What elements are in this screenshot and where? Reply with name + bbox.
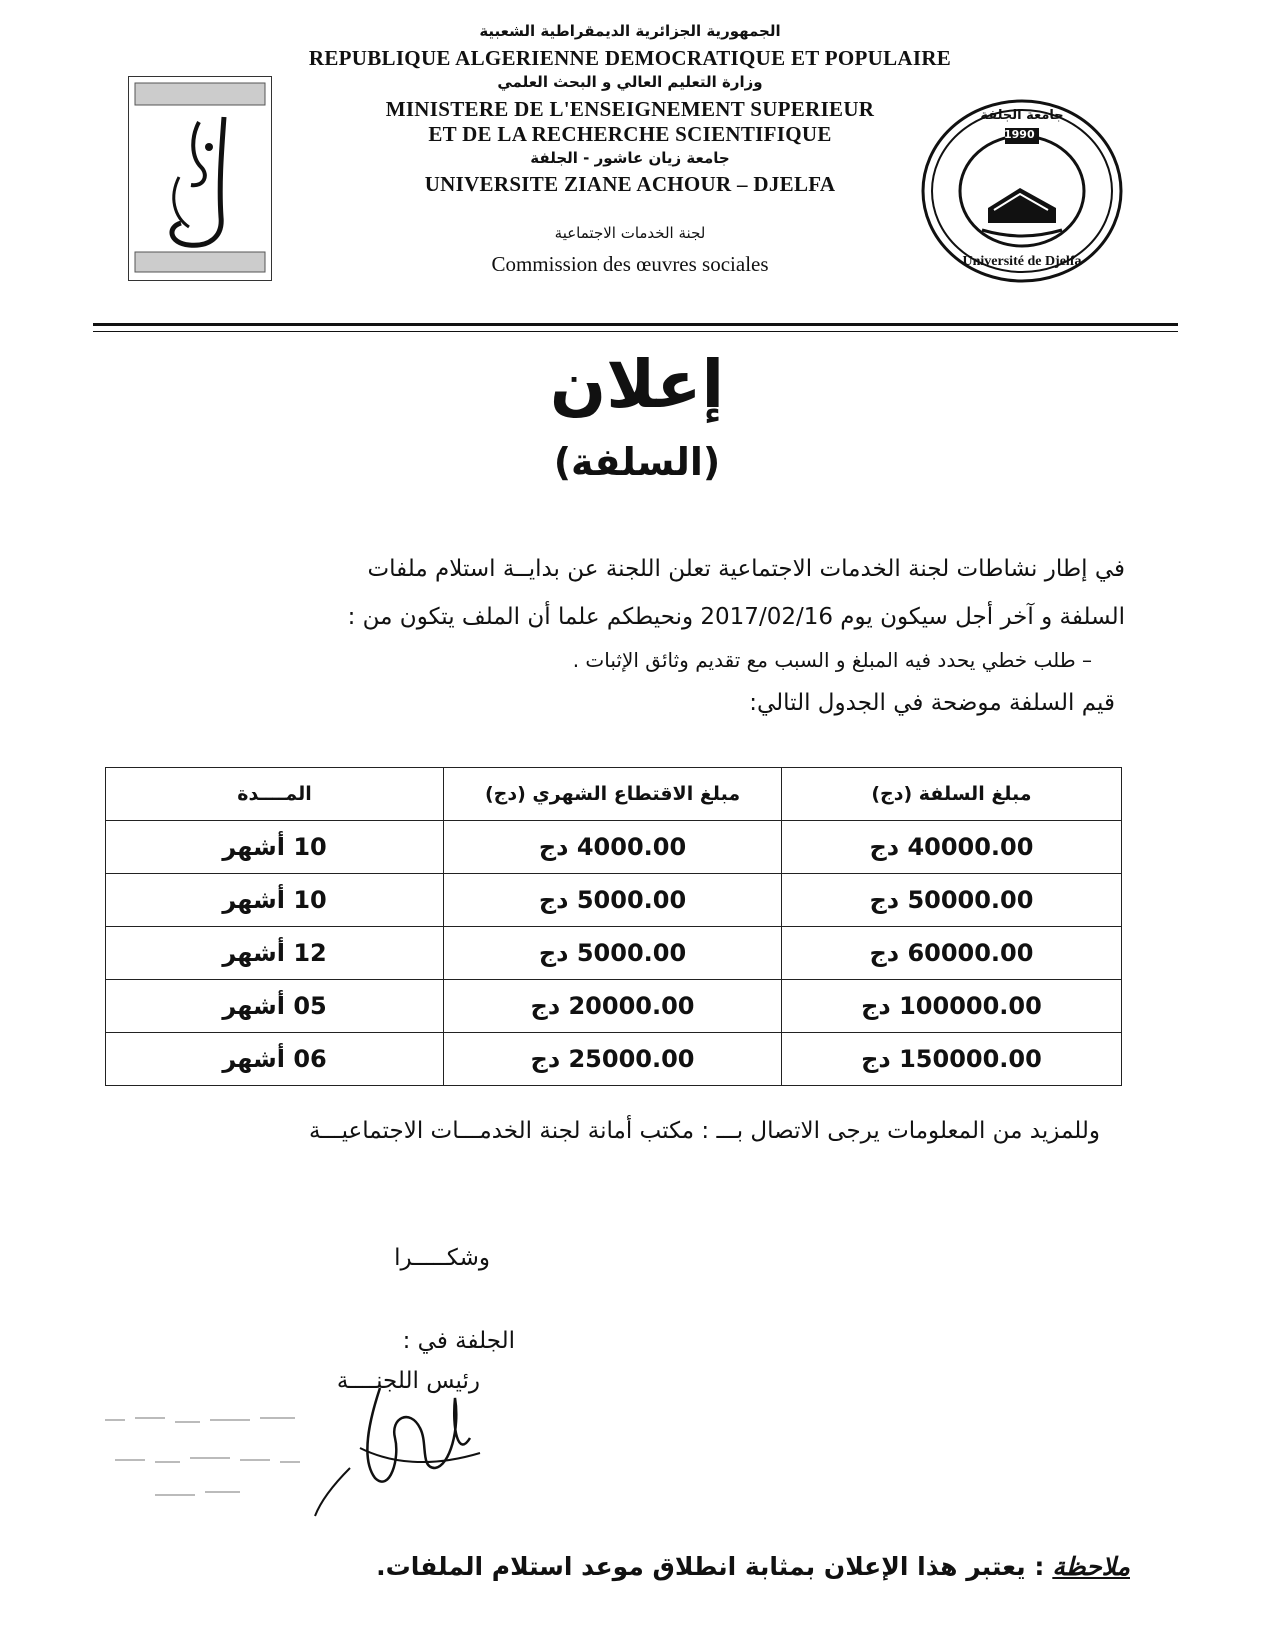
place-date: الجلفة في :: [402, 1328, 515, 1354]
body-line-2: السلفة و آخر أجل سيكون يوم 2017/02/16 ونحيطكم علما أن الملف يتكون من :: [347, 604, 1125, 630]
table-header-row: [106, 768, 1122, 821]
seal-top-text: جامعة الجلفة: [980, 108, 1064, 123]
cell-monthly-deduction: 4000.00 دج: [444, 821, 782, 874]
university-arabic: جامعة زيان عاشور - الجلفة: [530, 149, 730, 167]
cell-duration: 10 أشهر: [106, 821, 444, 874]
cell-loan-amount: 60000.00 دج: [781, 927, 1121, 980]
cell-duration: 06 أشهر: [106, 1033, 444, 1086]
header-duration: المــــدة: [106, 768, 444, 821]
header-divider-thick: [93, 323, 1178, 326]
note-text: : يعتبر هذا الإعلان بمثابة انطلاق موعد استلام الملفات.: [376, 1552, 1045, 1581]
cell-duration: 10 أشهر: [106, 874, 444, 927]
stamp-icon: [95, 1400, 325, 1510]
seal-bottom-text: Université de Djelfa: [962, 254, 1082, 269]
republic-arabic: الجمهورية الجزائرية الديمقراطية الشعبية: [479, 22, 781, 40]
announcement-title: إعلان: [549, 346, 725, 423]
signatory-title: رئيس اللجنــــة: [336, 1368, 480, 1394]
body-line-1: في إطار نشاطات لجنة الخدمات الاجتماعية تعلن اللجنة عن بدايــة استلام ملفات: [367, 556, 1125, 582]
table-row: [106, 874, 1122, 927]
seal-year: 1990: [1004, 128, 1035, 141]
university-french: UNIVERSITE ZIANE ACHOUR – DJELFA: [424, 172, 836, 196]
body-line-3: قيم السلفة موضحة في الجدول التالي:: [749, 690, 1115, 716]
cell-monthly-deduction: 5000.00 دج: [444, 874, 782, 927]
cell-monthly-deduction: 20000.00 دج: [444, 980, 782, 1033]
calligraphy-logo-icon: [129, 77, 271, 280]
body-bullet: – طلب خطي يحدد فيه المبلغ و السبب مع تقديم وثائق الإثبات .: [572, 648, 1092, 672]
ministry-french-line1: MINISTERE DE L'ENSEIGNEMENT SUPERIEUR: [385, 97, 875, 121]
cell-loan-amount: 50000.00 دج: [781, 874, 1121, 927]
note-line: [300, 1552, 1130, 1581]
header-divider-thin: [93, 331, 1178, 332]
republic-french: REPUBLIQUE ALGERIENNE DEMOCRATIQUE ET POPULAIRE: [308, 46, 952, 70]
university-logo: [128, 76, 272, 281]
signature: [300, 1368, 500, 1518]
cell-loan-amount: 150000.00 دج: [781, 1033, 1121, 1086]
header-monthly-deduction: مبلغ الاقتطاع الشهري (دج): [444, 768, 782, 821]
cell-duration: 05 أشهر: [106, 980, 444, 1033]
contact-line: وللمزيد من المعلومات يرجى الاتصال بـــ : مكتب أمانة لجنة الخدمـــات الاجتماعيـــة: [309, 1118, 1100, 1144]
thanks-text: وشكـــــرا: [394, 1245, 490, 1271]
commission-arabic: لجنة الخدمات الاجتماعية: [554, 224, 706, 242]
cell-monthly-deduction: 5000.00 دج: [444, 927, 782, 980]
cell-duration: 12 أشهر: [106, 927, 444, 980]
cell-monthly-deduction: 25000.00 دج: [444, 1033, 782, 1086]
commission-french: Commission des œuvres sociales: [491, 252, 769, 276]
announcement-subtitle: (السلفة): [553, 440, 721, 484]
header-loan-amount: مبلغ السلفة (دج): [781, 768, 1121, 821]
cell-loan-amount: 40000.00 دج: [781, 821, 1121, 874]
faint-stamp: [95, 1400, 325, 1510]
table-row: [106, 980, 1122, 1033]
signature-icon: [300, 1368, 500, 1518]
table-row: [106, 927, 1122, 980]
loan-table: [105, 767, 1122, 1086]
ministry-french-line2: ET DE LA RECHERCHE SCIENTIFIQUE: [428, 122, 832, 146]
ministry-arabic: وزارة التعليم العالي و البحث العلمي: [497, 73, 763, 91]
cell-loan-amount: 100000.00 دج: [781, 980, 1121, 1033]
table-row: [106, 821, 1122, 874]
note-label: ملاحظة: [1052, 1552, 1130, 1581]
table-row: [106, 1033, 1122, 1086]
